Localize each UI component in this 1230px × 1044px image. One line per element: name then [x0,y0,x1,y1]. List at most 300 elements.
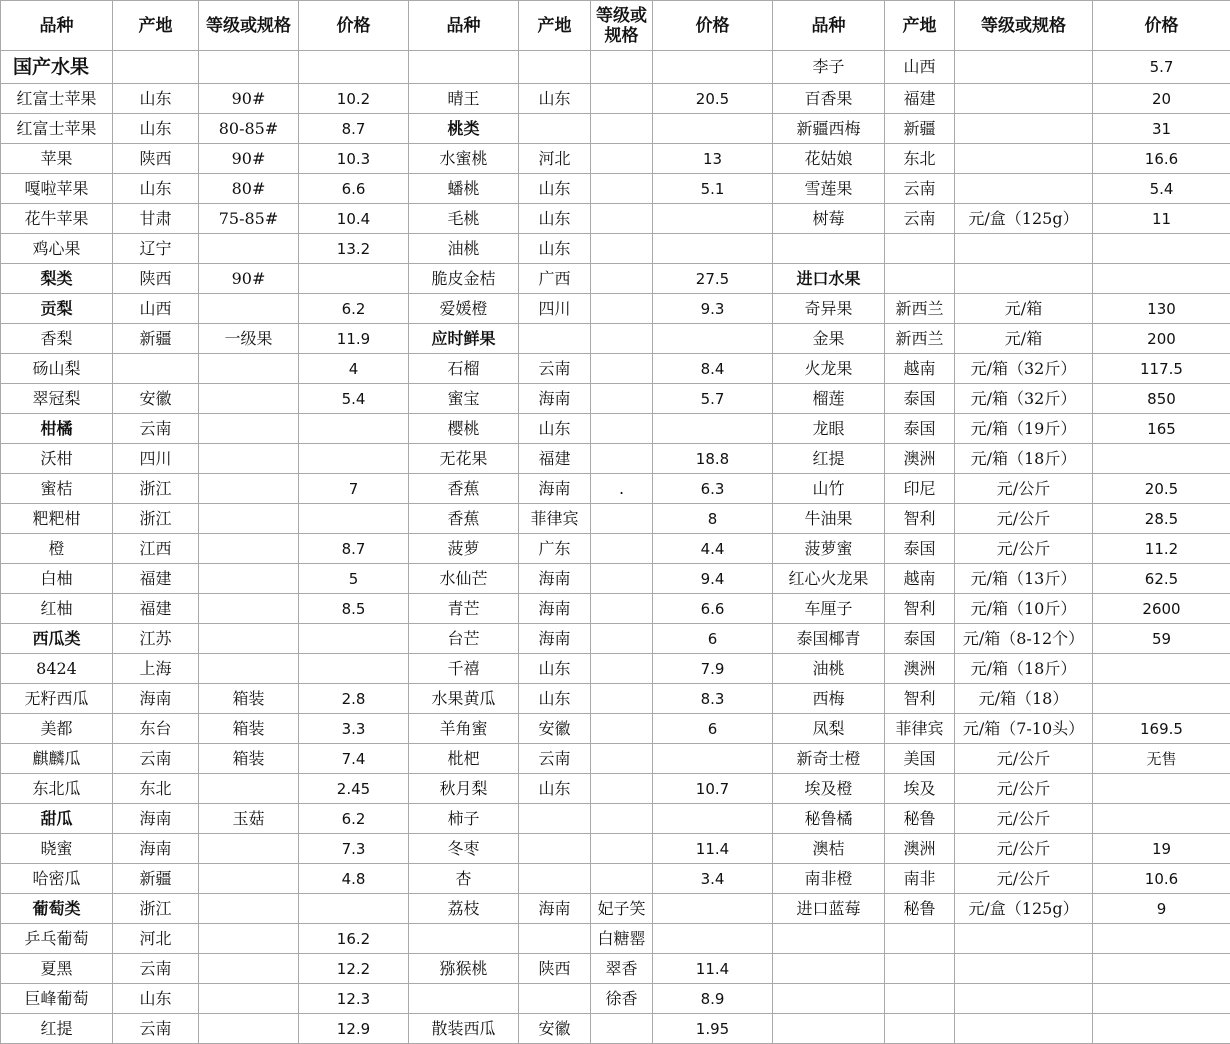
table-cell: 橙 [1,534,113,564]
table-cell: 3.3 [299,714,409,744]
table-cell: 7.4 [299,744,409,774]
header-cell: 品种 [1,1,113,51]
table-cell [199,774,299,804]
table-cell [591,264,653,294]
table-cell [653,234,773,264]
table-cell: 8424 [1,654,113,684]
table-cell: 南非 [885,864,955,894]
table-cell: 红心火龙果 [773,564,885,594]
table-cell: 8.3 [653,684,773,714]
table-cell: 元/盒（125g） [955,894,1093,924]
table-row [1,144,1230,174]
table-cell: 国产水果 [1,51,113,84]
table-cell: 美国 [885,744,955,774]
table-cell: 4.8 [299,864,409,894]
table-cell: 6 [653,624,773,654]
table-cell: 5.4 [299,384,409,414]
table-cell: 11.4 [653,834,773,864]
table-cell: 7.3 [299,834,409,864]
table-cell [591,354,653,384]
table-cell: 18.8 [653,444,773,474]
table-cell: 河北 [519,144,591,174]
table-cell: 10.2 [299,84,409,114]
table-cell: 柿子 [409,804,519,834]
table-row [1,354,1230,384]
table-cell: 山东 [113,84,199,114]
table-cell: 白柚 [1,564,113,594]
table-cell [591,294,653,324]
header-cell: 产地 [885,1,955,51]
table-cell: 一级果 [199,324,299,354]
table-cell: 东北瓜 [1,774,113,804]
table-cell: 麒麟瓜 [1,744,113,774]
table-cell [1093,654,1230,684]
table-cell: 169.5 [1093,714,1230,744]
table-cell [591,414,653,444]
table-cell: 11.4 [653,954,773,984]
table-cell [199,504,299,534]
table-cell: 165 [1093,414,1230,444]
table-cell: 山东 [519,204,591,234]
table-cell: 四川 [113,444,199,474]
table-cell: 雪莲果 [773,174,885,204]
table-row [1,294,1230,324]
table-cell [1093,1014,1230,1044]
table-cell: 嘎啦苹果 [1,174,113,204]
table-cell: 元/箱 [955,324,1093,354]
table-row [1,654,1230,684]
table-cell: 海南 [519,564,591,594]
table-cell: 玉菇 [199,804,299,834]
table-cell [653,324,773,354]
table-cell: 晓蜜 [1,834,113,864]
table-cell: 5.7 [1093,51,1230,84]
table-cell: 新疆西梅 [773,114,885,144]
table-cell: 8.7 [299,114,409,144]
table-cell: 9.4 [653,564,773,594]
table-row [1,864,1230,894]
table-cell [591,534,653,564]
table-cell: 山东 [519,414,591,444]
header-cell: 产地 [519,1,591,51]
table-cell: 山竹 [773,474,885,504]
table-cell: 海南 [113,834,199,864]
table-cell [773,984,885,1014]
table-cell [773,1014,885,1044]
table-cell: 云南 [519,354,591,384]
table-cell: 泰国 [885,384,955,414]
table-cell [299,504,409,534]
table-cell: 12.2 [299,954,409,984]
table-cell: 新奇士橙 [773,744,885,774]
table-cell [591,504,653,534]
table-cell: 沃柑 [1,444,113,474]
table-cell [591,864,653,894]
table-cell [199,834,299,864]
table-cell: 80# [199,174,299,204]
table-cell: 广东 [519,534,591,564]
table-cell [955,924,1093,954]
table-cell: 东北 [885,144,955,174]
table-cell: 20.5 [653,84,773,114]
table-cell: 火龙果 [773,354,885,384]
table-cell: 猕猴桃 [409,954,519,984]
table-cell: 80-85# [199,114,299,144]
table-cell: 越南 [885,354,955,384]
table-cell: 福建 [519,444,591,474]
table-cell: 12.3 [299,984,409,1014]
table-cell [591,774,653,804]
table-cell: 元/箱（7-10头） [955,714,1093,744]
table-cell: 9.3 [653,294,773,324]
table-cell: 7 [299,474,409,504]
table-row [1,51,1230,84]
table-cell: 石榴 [409,354,519,384]
table-cell: 油桃 [773,654,885,684]
table-cell: 山东 [113,114,199,144]
table-cell: 红提 [1,1014,113,1044]
table-cell: 秘鲁橘 [773,804,885,834]
table-cell: 云南 [885,204,955,234]
table-cell [199,924,299,954]
table-cell [955,114,1093,144]
table-cell: 晴王 [409,84,519,114]
table-row [1,684,1230,714]
table-cell: 13.2 [299,234,409,264]
table-cell: 巨峰葡萄 [1,984,113,1014]
table-cell: 智利 [885,504,955,534]
table-cell: 澳洲 [885,444,955,474]
table-cell: 山东 [519,654,591,684]
table-row [1,204,1230,234]
table-row [1,924,1230,954]
table-row [1,414,1230,444]
table-cell: 陕西 [519,954,591,984]
table-cell [653,114,773,144]
table-cell: 20.5 [1093,474,1230,504]
table-cell: 浙江 [113,474,199,504]
table-cell: 冬枣 [409,834,519,864]
table-cell: 进口蓝莓 [773,894,885,924]
table-cell: 智利 [885,594,955,624]
table-row [1,84,1230,114]
table-cell [653,924,773,954]
table-cell: 柑橘 [1,414,113,444]
table-row [1,894,1230,924]
table-cell [653,744,773,774]
table-cell: 山东 [519,684,591,714]
table-cell: 5.4 [1093,174,1230,204]
table-cell: 山东 [113,174,199,204]
table-cell: 蜜宝 [409,384,519,414]
table-cell [199,624,299,654]
table-cell [591,204,653,234]
table-cell: 海南 [519,474,591,504]
table-row [1,594,1230,624]
table-cell [199,474,299,504]
table-cell [591,114,653,144]
table-cell: 樱桃 [409,414,519,444]
table-cell: 智利 [885,684,955,714]
table-cell: 850 [1093,384,1230,414]
table-cell: 苹果 [1,144,113,174]
table-cell: 山东 [113,984,199,1014]
table-cell: 山东 [519,174,591,204]
table-cell: 埃及 [885,774,955,804]
table-cell: 江苏 [113,624,199,654]
table-cell: 元/箱（19斤） [955,414,1093,444]
table-cell [955,234,1093,264]
table-cell: 元/箱（10斤） [955,594,1093,624]
table-cell: 3.4 [653,864,773,894]
table-cell: 6 [653,714,773,744]
table-cell: 陕西 [113,144,199,174]
table-row [1,504,1230,534]
header-cell: 价格 [1093,1,1230,51]
table-cell: 砀山梨 [1,354,113,384]
table-cell [885,984,955,1014]
table-cell: 安徽 [519,714,591,744]
table-cell: 云南 [885,174,955,204]
table-cell [955,174,1093,204]
table-cell: 梨类 [1,264,113,294]
table-row [1,1014,1230,1044]
table-cell: 1.95 [653,1014,773,1044]
table-cell [1093,954,1230,984]
header-cell: 品种 [409,1,519,51]
table-cell: 辽宁 [113,234,199,264]
table-cell: 西梅 [773,684,885,714]
table-cell [199,654,299,684]
table-cell: 11.2 [1093,534,1230,564]
table-cell: 红富士苹果 [1,84,113,114]
table-cell: 鸡心果 [1,234,113,264]
table-cell [1093,684,1230,714]
table-cell: 安徽 [519,1014,591,1044]
table-cell: 11.9 [299,324,409,354]
table-cell [773,954,885,984]
table-cell [1093,924,1230,954]
table-cell [955,51,1093,84]
table-cell: 青芒 [409,594,519,624]
table-cell [885,1014,955,1044]
table-cell: 爱媛橙 [409,294,519,324]
table-cell: 31 [1093,114,1230,144]
table-cell: 5.7 [653,384,773,414]
table-row [1,234,1230,264]
table-cell [1093,984,1230,1014]
table-cell [519,864,591,894]
table-cell [299,444,409,474]
table-cell: 牛油果 [773,504,885,534]
table-cell: 90# [199,84,299,114]
table-cell: 元/箱（13斤） [955,564,1093,594]
table-cell: 四川 [519,294,591,324]
table-cell: 泰国 [885,414,955,444]
table-cell: 8.7 [299,534,409,564]
table-cell: 无花果 [409,444,519,474]
table-cell [955,954,1093,984]
table-cell: 红柚 [1,594,113,624]
table-cell: 90# [199,144,299,174]
table-cell: 凤梨 [773,714,885,744]
header-cell: 等级或规格 [955,1,1093,51]
table-cell: 山东 [519,84,591,114]
table-cell: 海南 [113,804,199,834]
table-cell: 6.6 [299,174,409,204]
table-cell [653,804,773,834]
table-cell: 翠香 [591,954,653,984]
table-cell: 安徽 [113,384,199,414]
table-cell: 元/公斤 [955,474,1093,504]
table-cell: 元/箱（18斤） [955,654,1093,684]
table-cell [113,354,199,384]
table-cell: 10.4 [299,204,409,234]
table-row [1,384,1230,414]
table-cell: 蟠桃 [409,174,519,204]
table-cell: 2.8 [299,684,409,714]
table-cell: 龙眼 [773,414,885,444]
table-cell: 澳洲 [885,654,955,684]
table-cell: 妃子笑 [591,894,653,924]
table-cell: 菲律宾 [519,504,591,534]
table-cell [519,924,591,954]
table-cell: 无籽西瓜 [1,684,113,714]
table-cell: 5 [299,564,409,594]
table-cell: 水果黄瓜 [409,684,519,714]
table-cell [1093,774,1230,804]
table-cell [591,144,653,174]
table-cell [519,51,591,84]
table-cell: 海南 [519,894,591,924]
table-cell: 云南 [113,1014,199,1044]
table-cell: 散装西瓜 [409,1014,519,1044]
table-row [1,714,1230,744]
table-cell: 元/公斤 [955,534,1093,564]
table-cell: 李子 [773,51,885,84]
table-cell [773,234,885,264]
table-cell: 山东 [519,234,591,264]
table-cell: 泰国 [885,534,955,564]
table-cell: 菲律宾 [885,714,955,744]
table-cell [773,924,885,954]
table-cell [519,834,591,864]
table-cell: 千禧 [409,654,519,684]
table-row [1,954,1230,984]
table-cell: 荔枝 [409,894,519,924]
table-cell: 元/公斤 [955,774,1093,804]
table-cell: 泰国 [885,624,955,654]
table-row [1,774,1230,804]
table-cell: 花姑娘 [773,144,885,174]
table-cell [885,954,955,984]
table-cell: 10.3 [299,144,409,174]
table-cell: 4 [299,354,409,384]
table-cell: 桃类 [409,114,519,144]
table-cell [591,174,653,204]
table-cell [955,144,1093,174]
table-cell: 28.5 [1093,504,1230,534]
table-cell [885,924,955,954]
header-cell: 品种 [773,1,885,51]
header-cell: 产地 [113,1,199,51]
table-cell: 箱装 [199,684,299,714]
table-cell: 新西兰 [885,324,955,354]
table-cell: 徐香 [591,984,653,1014]
table-cell [199,384,299,414]
table-row [1,444,1230,474]
table-cell: 水蜜桃 [409,144,519,174]
table-cell: 蜜桔 [1,474,113,504]
table-cell: 元/箱 [955,294,1093,324]
table-cell [653,894,773,924]
table-cell: 澳洲 [885,834,955,864]
table-cell: 6.2 [299,294,409,324]
table-cell: 车厘子 [773,594,885,624]
table-cell: 海南 [519,594,591,624]
table-cell [591,324,653,354]
table-cell: 美都 [1,714,113,744]
table-cell: 香梨 [1,324,113,354]
table-cell: 200 [1093,324,1230,354]
table-cell: 11 [1093,204,1230,234]
header-cell: 等级或规格 [199,1,299,51]
table-cell: 乒乓葡萄 [1,924,113,954]
table-cell [591,234,653,264]
table-cell: 香蕉 [409,504,519,534]
table-cell: 毛桃 [409,204,519,234]
table-cell: 浙江 [113,504,199,534]
table-cell [299,51,409,84]
table-cell [591,714,653,744]
table-cell: 新疆 [885,114,955,144]
table-cell: 12.9 [299,1014,409,1044]
table-cell: 枇杷 [409,744,519,774]
table-cell: 8.4 [653,354,773,384]
table-cell [409,924,519,954]
table-cell: 百香果 [773,84,885,114]
table-cell: 杏 [409,864,519,894]
table-cell [299,624,409,654]
table-cell [591,654,653,684]
table-cell: 花牛苹果 [1,204,113,234]
table-cell [955,984,1093,1014]
table-cell: 16.6 [1093,144,1230,174]
table-cell: 元/公斤 [955,504,1093,534]
table-cell: 香蕉 [409,474,519,504]
table-cell: 云南 [113,954,199,984]
table-cell [955,1014,1093,1044]
table-cell [591,594,653,624]
table-cell [591,804,653,834]
table-cell: 上海 [113,654,199,684]
table-cell [591,84,653,114]
table-cell: 元/箱（18斤） [955,444,1093,474]
table-cell [955,84,1093,114]
table-cell: 箱装 [199,714,299,744]
table-cell: 90# [199,264,299,294]
table-cell [199,864,299,894]
table-cell: 2600 [1093,594,1230,624]
table-cell [199,954,299,984]
table-cell [199,534,299,564]
table-cell [591,1014,653,1044]
table-cell: 埃及橙 [773,774,885,804]
header-row [1,1,1230,51]
table-row [1,534,1230,564]
table-cell: 8.9 [653,984,773,1014]
table-cell: 澳桔 [773,834,885,864]
